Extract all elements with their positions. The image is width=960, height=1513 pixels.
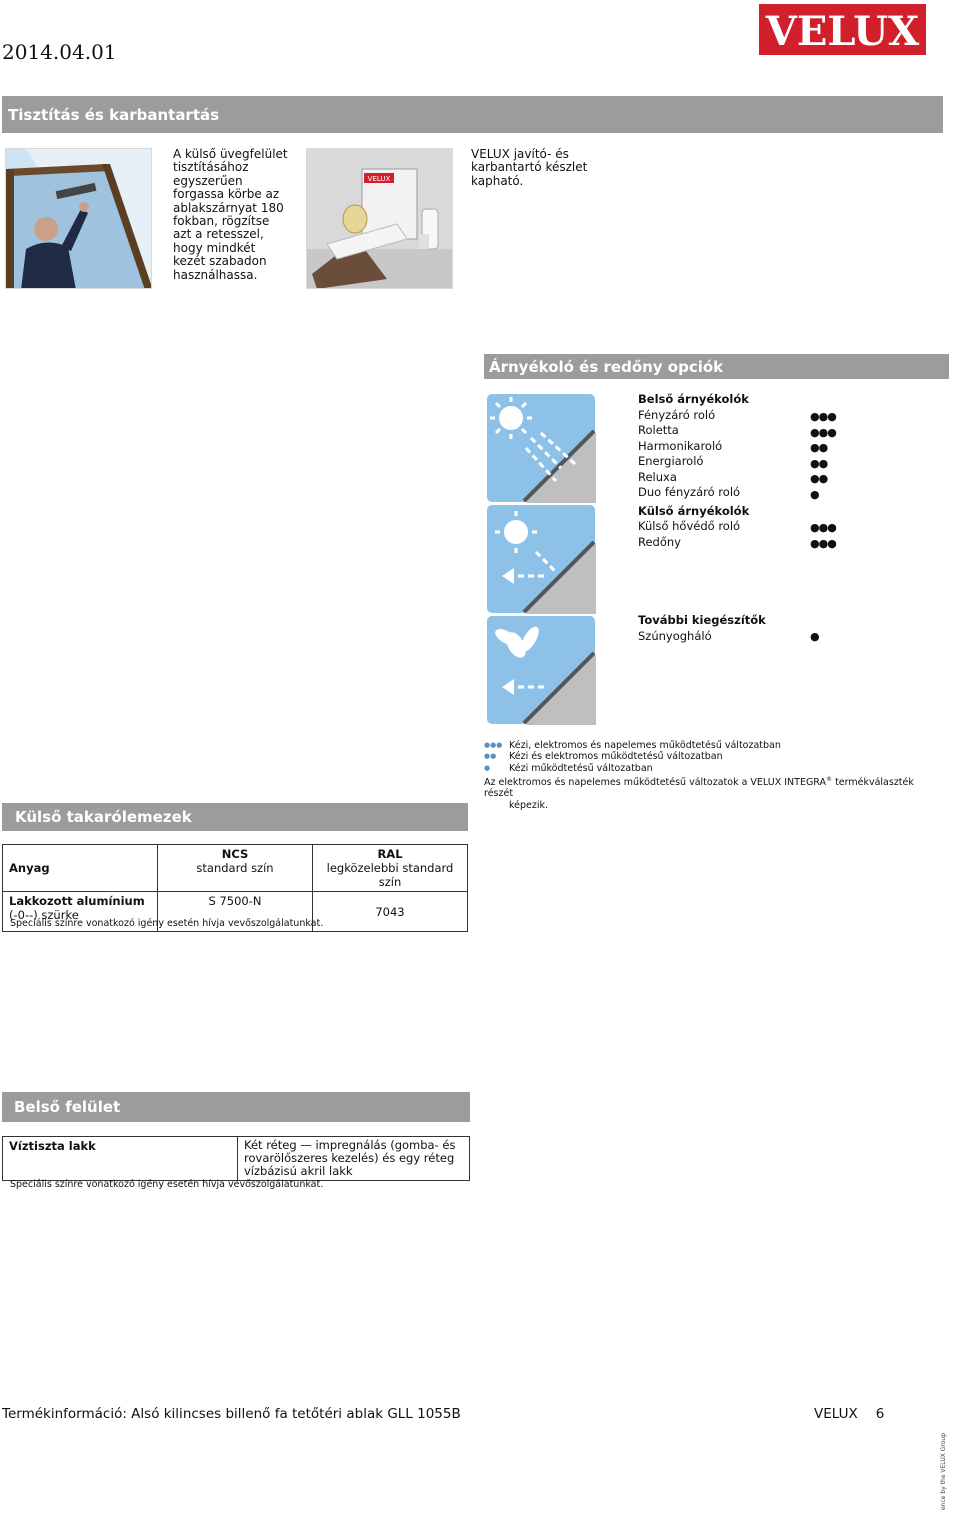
col-header: Anyag bbox=[3, 845, 158, 892]
shading-item: Reluxa bbox=[638, 469, 677, 484]
shading-item: Energiaroló bbox=[638, 454, 704, 468]
window-cleaning-photo bbox=[5, 148, 152, 289]
shading-item: Roletta bbox=[638, 423, 679, 437]
logo-text: VELUX bbox=[765, 8, 920, 55]
extra-heading: További kiegészítők bbox=[638, 613, 766, 627]
interior-note: Speciális színre vonatkozó igény esetén hívja vevőszolgálatunkat. bbox=[10, 1179, 324, 1190]
shading-item: Duo fényzáró roló bbox=[638, 485, 741, 499]
col-header: NCS standard szín bbox=[158, 845, 313, 892]
shading-banner: Árnyékoló és redőny opciók bbox=[484, 354, 949, 379]
vertical-copyright: ence by the VELUX Group bbox=[940, 1432, 947, 1510]
cleaning-text-1: A külső üvegfelület tisztításához egyszerűen forgassa körbe az ablakszárnyat 180 fokban, rögzítse azt a retesszel, hogy mindkét kezét szabadon használhassa. bbox=[173, 147, 288, 282]
extras-dots: ● bbox=[810, 630, 819, 643]
table-cell: Víztiszta lakk bbox=[3, 1137, 238, 1181]
interior-table bbox=[2, 1136, 470, 1181]
extras-list bbox=[638, 613, 766, 644]
footer-title: Termékinformáció: Alsó kilincses billenő fa tetőtéri ablak GLL 1055B bbox=[2, 1406, 461, 1422]
table-cell: Két réteg — impregnálás (gomba- és rovarölőszeres kezelés) és egy réteg vízbázisú akril lakk bbox=[238, 1137, 470, 1181]
col-header: RAL legközelebbi standard szín bbox=[313, 845, 468, 892]
table-cell: Lakkozott alumínium (-0--) szürke bbox=[3, 892, 158, 932]
cladding-note: Speciális színre vonatkozó igény esetén hívja vevőszolgálatunkat. bbox=[10, 918, 324, 929]
shading-dots: ●●● ●●● ●● ●● ●● ● ●●● ●●● bbox=[810, 410, 836, 550]
inner-heading: Belső árnyékolók bbox=[638, 392, 749, 406]
footer-brand-page: VELUX 6 bbox=[814, 1406, 885, 1422]
velux-logo bbox=[757, 2, 928, 57]
dots-legend: ●●● Kézi, elektromos és napelemes működtetésű változatban ●● Kézi és elektromos működtetésű változatban ● Kézi működtetésű változatban Az elektromos és napelemes működtetésű változatok a VELUX INTEGRA® termékválaszték részét képezik. bbox=[484, 740, 914, 811]
cleaning-text-2: VELUX javító- és karbantartó készlet kapható. bbox=[471, 147, 588, 188]
sun-block-icon bbox=[486, 504, 596, 614]
table-cell: S 7500-N bbox=[158, 892, 313, 932]
table-cell: 7043 bbox=[313, 892, 468, 932]
svg-text:VELUX: VELUX bbox=[367, 175, 391, 183]
outer-heading: Külső árnyékolók bbox=[638, 503, 750, 518]
shading-list bbox=[638, 392, 749, 550]
maintenance-kit-photo bbox=[306, 148, 453, 289]
shading-item: Redőny bbox=[638, 534, 681, 549]
sun-heat-icon bbox=[486, 393, 596, 503]
shading-item: Szúnyogháló bbox=[638, 628, 712, 643]
shading-item: Külső hővédő roló bbox=[638, 519, 741, 533]
insect-screen-icon bbox=[486, 615, 596, 725]
document-date: 2014.04.01 bbox=[2, 40, 117, 64]
interior-banner: Belső felület bbox=[2, 1092, 470, 1122]
shading-item: Harmonikaroló bbox=[638, 438, 723, 453]
cladding-banner: Külső takarólemezek bbox=[2, 803, 468, 831]
shading-item: Fényzáró roló bbox=[638, 407, 716, 422]
cleaning-banner: Tisztítás és karbantartás bbox=[2, 96, 943, 133]
